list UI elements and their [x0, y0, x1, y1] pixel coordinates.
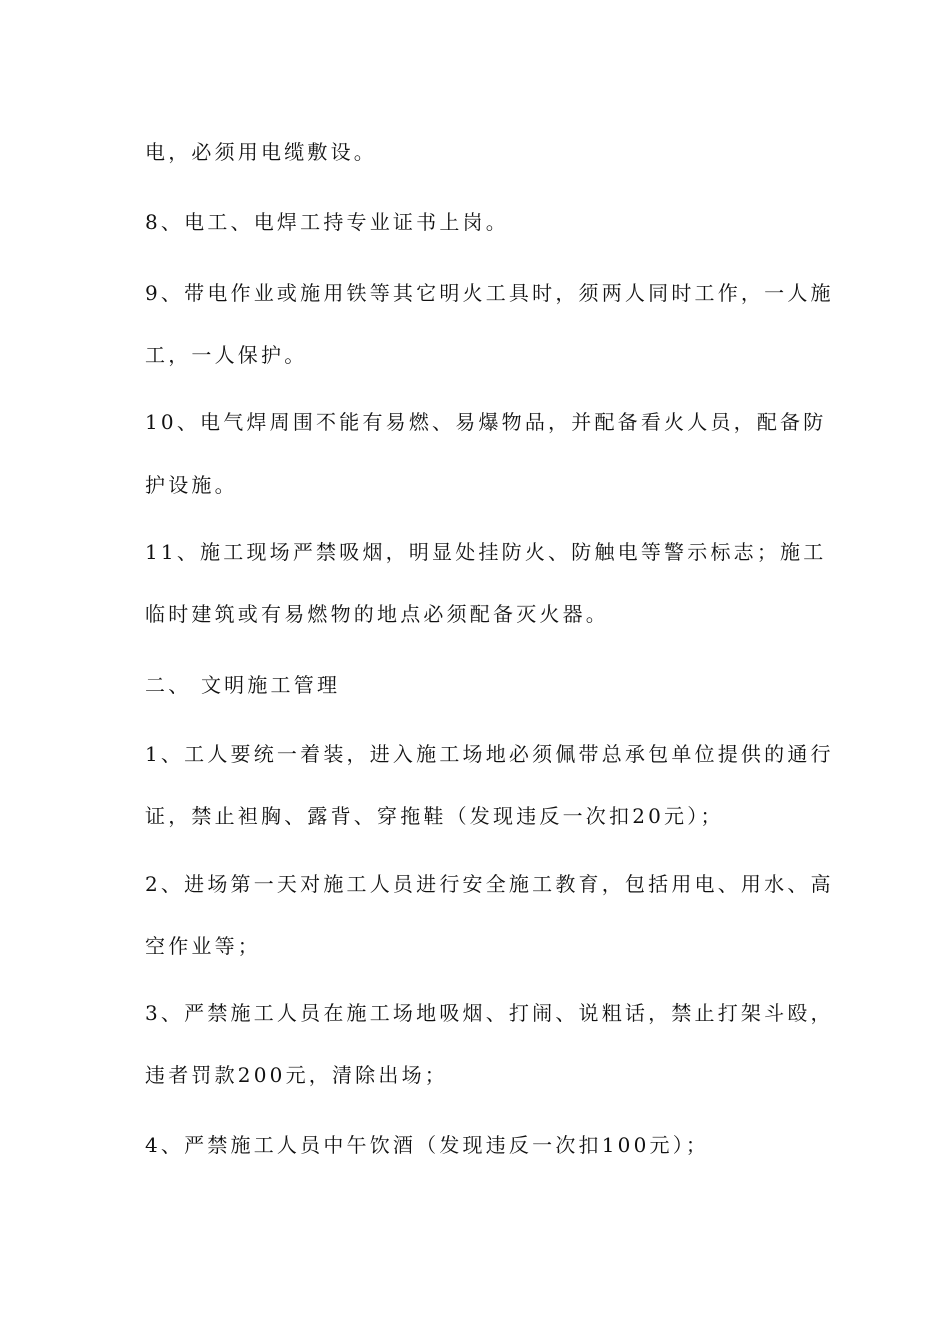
- paragraph-line: 违者罚款200元，清除出场；: [145, 1063, 448, 1087]
- paragraph-line: 护设施。: [145, 473, 238, 497]
- paragraph-line: 2、进场第一天对施工人员进行安全施工教育，包括用电、用水、高: [145, 872, 834, 896]
- paragraph-line: 证，禁止袒胸、露背、穿拖鞋（发现违反一次扣20元）；: [145, 804, 724, 828]
- paragraph-line: 1、工人要统一着装，进入施工场地必须佩带总承包单位提供的通行: [145, 742, 834, 766]
- paragraph-line: 电，必须用电缆敷设。: [145, 140, 377, 164]
- paragraph-line: 9、带电作业或施用铁等其它明火工具时，须两人同时工作，一人施: [145, 281, 834, 305]
- paragraph-line: 4、严禁施工人员中午饮酒（发现违反一次扣100元）；: [145, 1133, 710, 1157]
- section-heading: 二、 文明施工管理: [145, 673, 341, 697]
- paragraph-line: 临时建筑或有易燃物的地点必须配备灭火器。: [145, 602, 609, 626]
- paragraph-line: 3、严禁施工人员在施工场地吸烟、打闹、说粗话，禁止打架斗殴，: [145, 1001, 834, 1025]
- paragraph-line: 8、电工、电焊工持专业证书上岗。: [145, 210, 509, 234]
- paragraph-line: 11、施工现场严禁吸烟，明显处挂防火、防触电等警示标志；施工: [145, 540, 827, 564]
- paragraph-line: 空作业等；: [145, 934, 261, 958]
- paragraph-line: 10、电气焊周围不能有易燃、易爆物品，并配备看火人员，配备防: [145, 410, 827, 434]
- paragraph-line: 工，一人保护。: [145, 343, 308, 367]
